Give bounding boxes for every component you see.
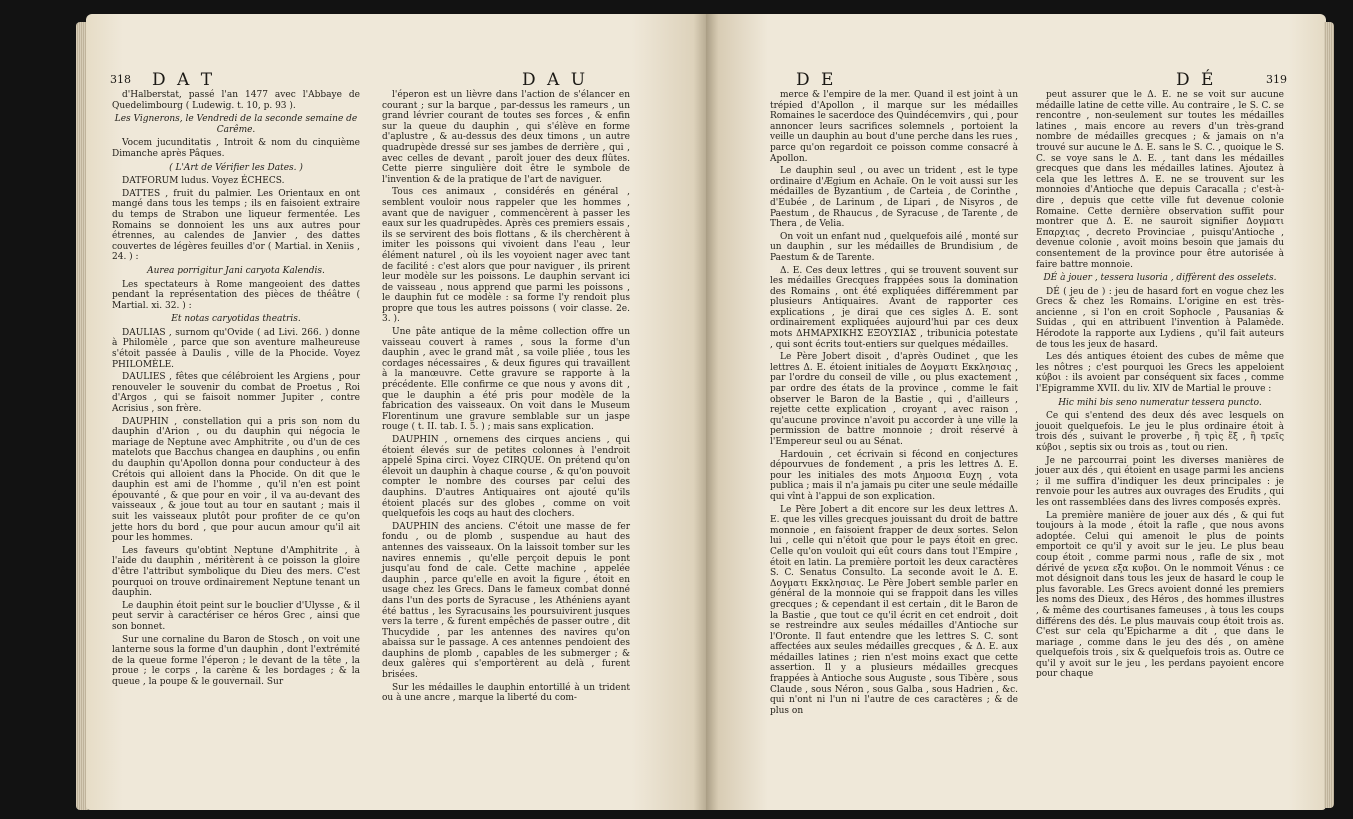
paragraph: Et notas caryotidas theatris. — [171, 314, 301, 325]
paragraph: DAUPHIN , ornemens des cirques anciens , qui étoient élevés sur de petites colonnes à l'endroit appelé Spina circi. Voyez CIRQUE. On prétend qu'on élevoit un dauphin à chaque course , & qu'on pouvoit compter le nombre des courses par celui des dauphins. D'autres Antiquaires ont ajouté qu'ils étoient placés sur des globes , comme on voit quelquefois les coqs au haut des clochers. — [382, 435, 630, 520]
open-book — [36, 14, 1326, 814]
paragraph: Sur une cornaline du Baron de Stosch , on voit une lanterne sous la forme d'un dauphin , dont l'extrémité de la queue forme l'éperon ; le devant de la tête , la proue ; le corps , la carène & les bordages ; & la queue , la poupe & le gouvernail. Sur — [112, 634, 360, 687]
left-column-1 — [112, 90, 360, 689]
right-column-2 — [1036, 90, 1284, 682]
paragraph: DAUPHIN des anciens. C'étoit une masse de fer fondu , ou de plomb , suspendue au haut des antennes des vaisseaux. On la laissoit tomber sur les navires ennemis , qu'elle perçoit depuis le pont jusqu'au fond de cale. Cette machine , appelée dauphin , parce qu'elle en avoit la figure , étoit en usage chez les Grecs. Dans le fameux combat donné dans l'un des ports de Syracuse , les Athéniens ayant été battus , les Syracusains les poursuivirent jusques vers la terre , & furent empêchés de passer outre , dit Thucydide , par les antennes des navires qu'on abaissa sur le passage. A ces antennes pendoient des dauphins de plomb , capables de les submerger ; & deux galères qui s'emportèrent au delà , furent brisées. — [382, 521, 630, 681]
paragraph: DAUPHIN , constellation qui a pris son nom du dauphin d'Arion , ou du dauphin qui négocia le mariage de Neptune avec Amphitrite , ou d'un de ces matelots que Bacchus changea en dauphins , ou enfin du dauphin qu'Apollon donna pour conducteur à des Crétois qui alloient dans la Phocide. On dit que le dauphin est ami de l'homme , qu'il n'en est point épouvanté , & que pour en voir , il va au-devant des vaisseaux , & joue tout au tour en sautant ; mais il suit les vaisseaux plutôt pour profiter de ce qu'on jette hors du bord , que pour aucun amour qu'il ait pour les hommes. — [112, 416, 360, 544]
paragraph: Aurea porrigitur Jani caryota Kalendis. — [147, 265, 325, 276]
paragraph: Tous ces animaux , considérés en général , semblent vouloir nous rappeler que les hommes , avant que de naviguer , commencèrent à passer les eaux sur les quadrupèdes. Après ces premiers essais , ils se servirent des bois flottans , & ils cherchèrent à imiter les poissons qui vivoient dans l'eau , leur élément naturel , où ils les voyoient nager avec tant de facilité : c'est alors que pour naviguer , ils prirent leur modèle sur les poissons. Le dauphin servant ici de vaisseau , nous apprend que parmi les poissons , le dauphin fut ce modèle : sa forme l'y rendoit plus propre que tous les autres poissons ( voir classe. 2e. 3. ). — [382, 187, 630, 325]
paragraph: DATTES , fruit du palmier. Les Orientaux en ont mangé dans tous les temps ; ils en faisoient extraire du temps de Strabon une liqueur fermentée. Les Romains se donnoient les uns aux autres pour étrennes, au calendes de Janvier , des dattes couvertes de légères feuilles d'or ( Martial. in Xeniis , 24. ) : — [112, 188, 360, 263]
paragraph: Les dés antiques étoient des cubes de même que les nôtres ; c'est pourquoi les Grecs les appeloient κύβοι : ils avoient par conséquent six faces , comme l'Epigramme XVII. du liv. XIV de Martial le prouve : — [1036, 352, 1284, 395]
paragraph: Ce qui s'entend des deux dés avec lesquels on jouoit quelquefois. Le jeu le plus ordinaire étoit à trois dés , suivant le proverbe , ἢ τρὶς ἕξ , ἢ τρεῖς κύβοι , septis six ou trois as , tout ou rien. — [1036, 411, 1284, 453]
paragraph: d'Halberstat, passé l'an 1477 avec l'Abbaye de Quedelimbourg ( Ludewig. t. 10, p. 93 ). — [112, 90, 360, 111]
paragraph: Je ne parcourrai point les diverses manières de jouer aux dés , qui étoient en usage parmi les anciens ; il me suffira d'indiquer les deux principales : je renvoie pour les autres aux ouvrages des Erudits , qui les ont rassemblées dans des livres composés exprès. — [1036, 455, 1284, 508]
paragraph: Les faveurs qu'obtint Neptune d'Amphitrite , à l'aide du dauphin , méritèrent à ce poisson la gloire d'être l'attribut symbolique du Dieu des mers. C'est pourquoi on trouve ordinairement Neptune tenant un dauphin. — [112, 545, 360, 599]
paragraph: DATFORUM ludus. Voyez ÉCHECS. — [122, 176, 285, 187]
paragraph: Une pâte antique de la même collection offre un vaisseau couvert à rames , sous la forme d'un dauphin , avec le grand mât , sa voile pliée , tous les cordages nécessaires , & deux figures qui travaillent à la manœuvre. Cette gravure se rapporte à la précédente. Elle confirme ce que nous y avons dit , que le dauphin a été pris pour modèle de la fabrication des vaisseaux. On voit dans le Museum Florentinum une gravure semblable sur un jaspe rouge ( t. II. tab. I. 5. ) ; mais sans explication. — [382, 327, 630, 433]
right-head-right: D É — [1176, 70, 1217, 90]
right-head-left: D E — [796, 70, 837, 90]
right-running-head — [796, 70, 1306, 92]
paragraph: Le dauphin étoit peint sur le bouclier d'Ulysse , & il peut servir à caractériser ce héros Grec , ainsi que son bonnet. — [112, 600, 360, 632]
left-column-2 — [382, 90, 630, 706]
paragraph: Sur les médailles le dauphin entortillé à un trident ou à une ancre , marque la liberté du com- — [382, 682, 630, 704]
paragraph: ( L'Art de Vérifier les Dates. ) — [169, 162, 303, 173]
paragraph: La première manière de jouer aux dés , & qui fut toujours à la mode , étoit la rafle , que nous avons adoptée. Celui qui amenoit le plus de points emportoit ce qu'il y avoit sur le jeu. Le plus beau coup étoit , comme parmi nous , rafle de six , mot dérivé de γενεα εξα κυβοι. On le nommoit Vénus : ce mot désignoit dans tous les jeux de hasard le coup le plus favorable. Les Grecs avoient donné les premiers les noms des Dieux , des Héros , des hommes illustres , & même des courtisanes fameuses , à tous les coups différens des dés. Le plus mauvais coup étoit trois as. C'est sur cela qu'Epicharme a dit , que dans le mariage , comme dans le jeu des dés , on amène quelquefois trois , six & quelquefois trois as. Outre ce qu'il y avoit sur le jeu , les perdans payoient encore pour chaque — [1036, 510, 1284, 680]
right-page — [706, 14, 1326, 810]
paragraph: Le Père Jobert a dit encore sur les deux lettres Δ. E. que les villes grecques jouissant du droit de battre monnoie , en faisoient frapper de deux sortes. Selon lui , celle qui n'étoit que pour le pays étoit en grec. Celle qu'on vouloit qui eût cours dans tout l'Empire , étoit en latin. La première portoit les deux caractères S. C. Senatus Consulto. La seconde avoit le Δ. E. Δογματι Εκκλησιας. Le Père Jobert semble parler en général de la monnoie qui se frappoit dans les villes grecques ; & cependant il est certain , dit le Baron de la Bastie , que tout ce qu'il écrit en cet endroit , doit se restreindre aux seules médailles d'Antioche sur l'Oronte. Il faut entendre que les lettres S. C. sont affectées aux seules médailles grecques , & Δ. E. aux médailles latines ; rien n'est moins exact que cette assertion. Il y a plusieurs médailles grecques frappées à Antioche sous Auguste , sous Tibère , sous Claude , sous Néron , sous Galba , sous Hadrien , &c. qui n'ont ni l'un ni l'autre de ces caractères ; & de plus on — [770, 504, 1018, 716]
right-page-number: 319 — [1266, 73, 1287, 86]
paragraph: Hardouin , cet écrivain si fécond en conjectures dépourvues de fondement , a pris les lettres Δ. E. pour les initiales des mots Δημοσια Ευχη , vota publica ; mais il n'a jamais pu citer une seule médaille qui vînt à l'appui de son explication. — [770, 449, 1019, 502]
paragraph: DAULIES , fêtes que célébroient les Argiens , pour renouveler le souvenir du combat de Proetus , Roi d'Argos , qui se faisoit nommer Jupiter , contre Acrisius , son frère. — [112, 372, 360, 415]
right-column-1 — [770, 90, 1018, 718]
paragraph: Δ. E. Ces deux lettres , qui se trouvent souvent sur les médailles Grecques frappées sous la domination des Romains , ont été expliquées différemment par plusieurs Antiquaires. Avant de rapporter ces explications , je dirai que ces sigles Δ. E. sont ordinairement expliquées aujourd'hui par ces deux mots ΔΗΜΑΡΧΙΚΗΣ ΕΞΟΥΣΙΑΣ , tribunicia potestate , qui sont écrits tout-entiers sur quelques médailles. — [770, 265, 1018, 350]
paragraph: DAULIAS , surnom qu'Ovide ( ad Livi. 266. ) donne à Philomèle , parce que son aventure malheureuse s'étoit passée à Daulis , ville de la Phocide. Voyez PHILOMÈLE. — [112, 327, 360, 370]
paragraph: Les Vignerons, le Vendredi de la seconde semaine de Carême. — [114, 114, 358, 135]
paragraph: Les spectateurs à Rome mangeoient des dattes pendant la représentation des pièces de théâtre ( Martial. xi. 32. ) : — [112, 279, 360, 311]
paragraph: DÉ à jouer , tessera lusoria , diffèrent des osselets. — [1043, 273, 1277, 284]
paragraph: Le dauphin seul , ou avec un trident , est le type ordinaire d'Ægium en Achaïe. On le voit aussi sur les médailles de Byzantium , de Carteia , de Corinthe , d'Eubée , de Larinum , de Lipari , de Nisyros , de Paestum , de Rhaucus , de Syracuse , de Tarente , de Thera , de Velia. — [770, 166, 1018, 230]
left-head-left: D A T — [152, 70, 216, 90]
paragraph: Le Père Jobert disoit , d'après Oudinet , que les lettres Δ. E. étoient initiales de Δογματι Εκκλησιας , par l'ordre du conseil de ville , ou plus exactement , par ordre des états de la province , comme le fait observer le Baron de la Bastie , qui , d'ailleurs , rejette cette explication , croyant , avec raison , qu'aucune province n'avoit pu accorder à une ville la permission de battre monnoie ; droit réservé à l'Empereur seul ou au Sénat. — [770, 352, 1018, 447]
left-page — [86, 14, 706, 810]
right-page-edges — [1324, 22, 1334, 808]
paragraph: l'éperon est un lièvre dans l'action de s'élancer en courant ; sur la barque , par-dessus les rameurs , un grand lévrier courant de toutes ses forces , & enfin sur la queue du dauphin , qui s'élève en forme d'aplustre , & au-dessus des deux timons , un autre quadrupède dressé sur ses jambes de derrière , qui , avec celles de devant , paroît jouer des deux flûtes. Cette pierre singulière doit être le symbole de l'invention & de la pratique de l'art de naviguer. — [382, 90, 630, 185]
left-page-number: 318 — [110, 73, 131, 86]
left-head-right: D A U — [522, 70, 589, 90]
paragraph: Hic mihi bis seno numeratur tessera puncto. — [1058, 397, 1262, 408]
paragraph: On voit un enfant nud , quelquefois ailé , monté sur un dauphin , sur les médailles de Brundisium , de Paestum & de Tarente. — [770, 231, 1018, 263]
left-running-head — [110, 70, 670, 92]
paragraph: DÉ ( jeu de ) : jeu de hasard fort en vogue chez les Grecs & chez les Romains. L'origine en est très-ancienne , si l'on en croit Sophocle , Pausanias & Suidas , qui en attribuent l'invention à Palamède. Hérodote la rapporte aux Lydiens , qu'il fait auteurs de tous les jeux de hasard. — [1036, 286, 1284, 350]
paragraph: Vocem jucunditatis , Introit & nom du cinquième Dimanche après Pâques. — [112, 138, 360, 159]
paragraph: peut assurer que le Δ. E. ne se voit sur aucune médaille latine de cette ville. Au contraire , le S. C. se rencontre , non-seulement sur toutes les médailles latines , mais encore au revers d'un très-grand nombre de médailles grecques ; & jamais on n'a trouvé sur aucune le Δ. E. sans le S. C. , quoique le S. C. se voye sans le Δ. E. , tant dans les médailles grecques que dans les médailles latines. Ajoutez à cela que les lettres Δ. E. ne se trouvent sur les monnoies d'Antioche que depuis Caracalla ; c'est-à-dire , depuis que cette ville fut devenue colonie Romaine. Cette dernière observation suffit pour montrer que Δ. E. ne sauroit signifier Δογματι Επαρχιας , decreto Provinciae , puisqu'Antioche , devenue colonie , avoit moins besoin que jamais du consentement de la province pour être autorisée à faire battre monnoie. — [1036, 90, 1284, 270]
paragraph: merce & l'empire de la mer. Quand il est joint à un trépied d'Apollon , il marque sur les médailles Romaines le sacerdoce des Quindécemvirs , qui , pour annoncer leurs sacrifices solemnels , portoient la veille un dauphin au bout d'une perche dans les rues , parce qu'on regardoit ce poisson comme consacré à Apollon. — [770, 90, 1018, 164]
